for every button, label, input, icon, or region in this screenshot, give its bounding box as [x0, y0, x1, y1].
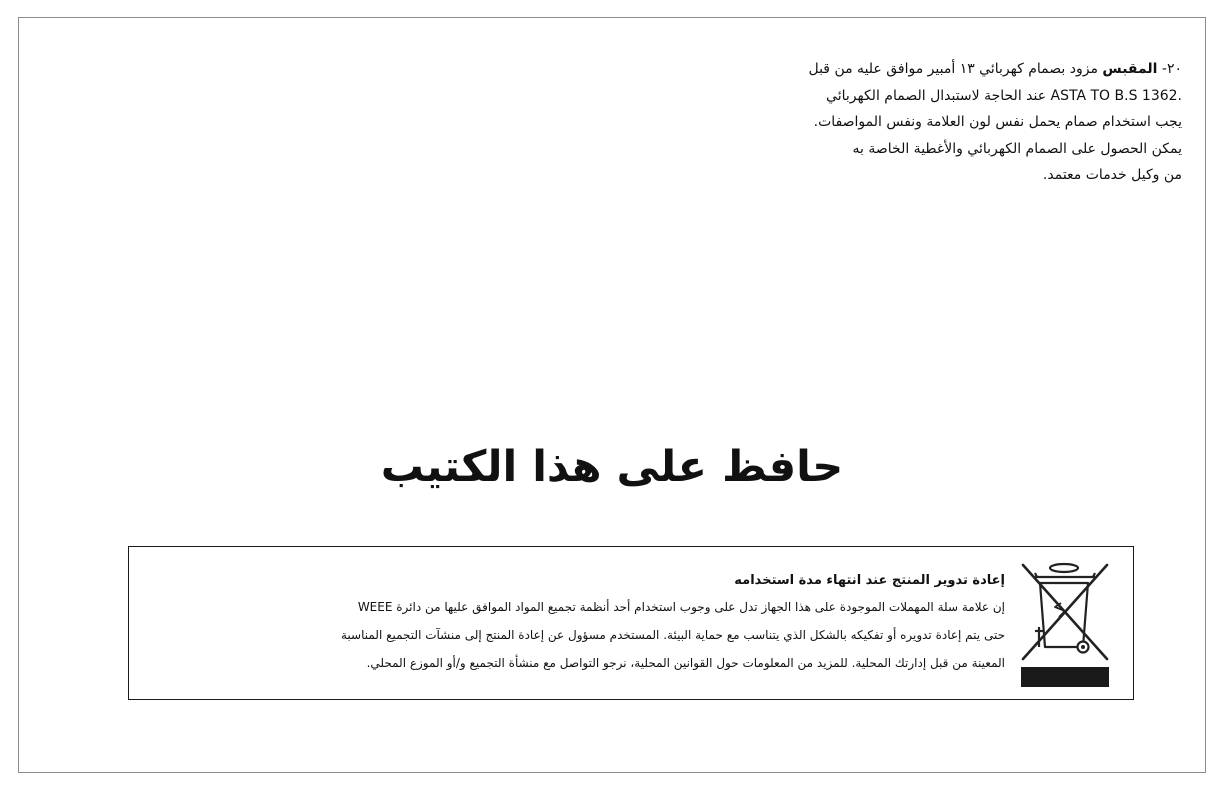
- note-line-5: من وكيل خدمات معتمد.: [1042, 167, 1182, 183]
- note-line-1: [662, 56, 1182, 83]
- note-number: ٢٠-: [1161, 61, 1182, 77]
- note-line-1-text: مزود بصمام كهربائي ١٣ أمبير موافق عليه من قبل: [808, 61, 1098, 77]
- weee-line-2: حتى يتم إعادة تدويره أو تفكيكه بالشكل الذي يتناسب مع حماية البيئة. المستخدم مسؤول عن إعادة المنتج إلى منشآت التجميع المناسبة: [340, 628, 1005, 642]
- note-standard-code: ASTA TO B.S 1362.: [1050, 87, 1182, 104]
- weee-line-3: المعينة من قبل إدارتك المحلية. للمزيد من المعلومات حول القوانين المحلية، نرجو التواصل مع منشأة التجميع و/أو الموزع المحلي.: [366, 656, 1005, 670]
- note-line-2: [662, 83, 1182, 110]
- weee-text-block: [145, 569, 1005, 677]
- weee-line-1: إن علامة سلة المهملات الموجودة على هذا الجهاز تدل على وجوب استخدام أحد أنظمة تجميع المواد الموافق عليها من دائرة WEEE: [357, 600, 1005, 614]
- keep-booklet-heading: حافظ على هذا الكتيب: [380, 442, 844, 492]
- weee-recycling-box: [128, 546, 1134, 700]
- note-line-3: يجب استخدام صمام يحمل نفس لون العلامة ونفس المواصفات.: [813, 114, 1182, 130]
- crossed-out-wheelie-bin-icon: [1017, 559, 1113, 689]
- note-lead-word: المقبس: [1102, 61, 1158, 77]
- note-line-2-text: عند الحاجة لاستبدال الصمام الكهربائي: [826, 87, 1047, 104]
- weee-title: إعادة تدوير المنتج عند انتهاء مدة استخدامه: [734, 573, 1005, 588]
- plug-fuse-note: [662, 56, 1182, 189]
- note-line-4: يمكن الحصول على الصمام الكهربائي والأغطية الخاصة به: [852, 140, 1182, 157]
